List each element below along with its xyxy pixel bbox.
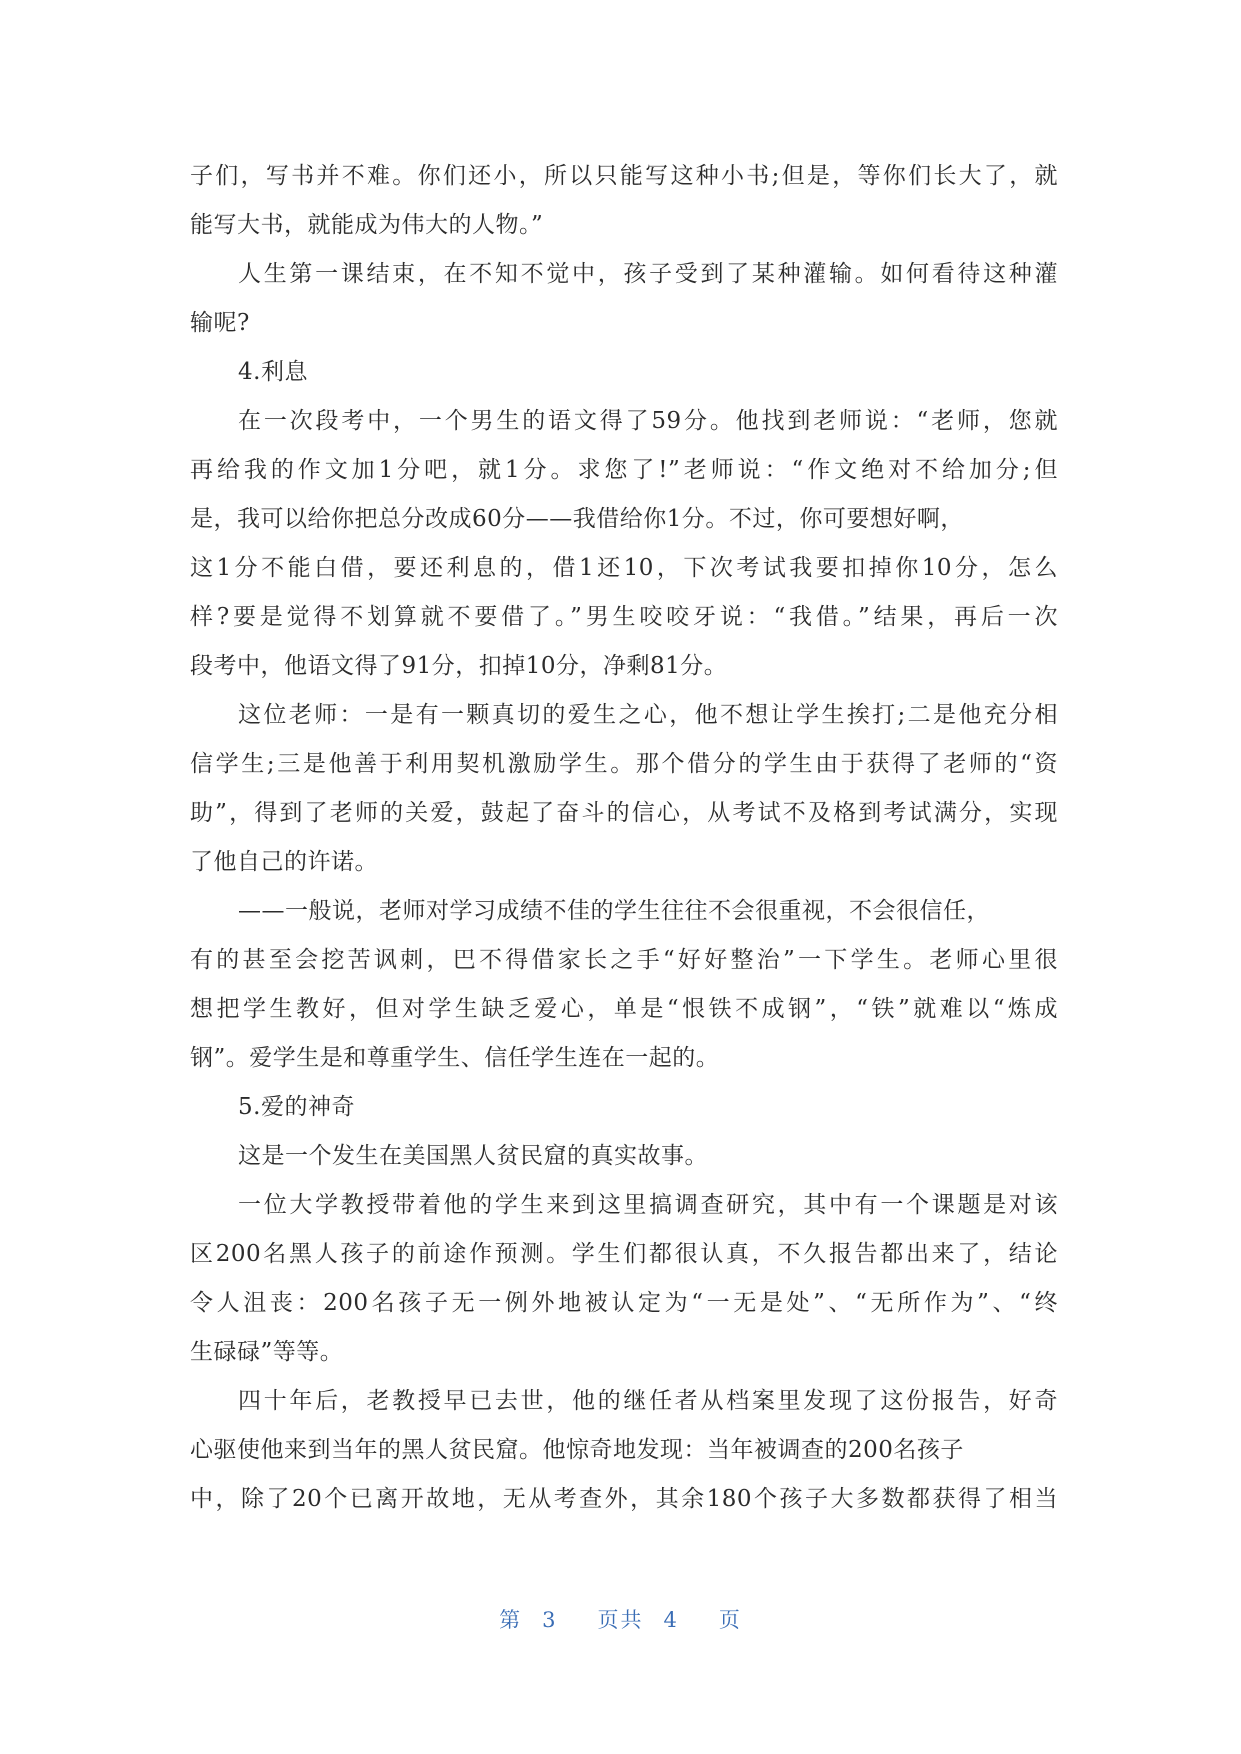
text-line: 4.利息 (238, 359, 308, 385)
text-line: 钢”。爱学生是和尊重学生、信任学生连在一起的。 (190, 1045, 720, 1071)
text-line: 输呢? (190, 310, 250, 336)
text-line: 再给我的作文加1分吧，就1分。求您了!”老师说：“作文绝对不给加分;但 (190, 457, 1058, 483)
document-body (190, 152, 1058, 1524)
page-footer (0, 1604, 1241, 1634)
text-line: 人生第一课结束，在不知不觉中，孩子受到了某种灌输。如何看待这种灌 (238, 261, 1058, 287)
text-line: 助”，得到了老师的关爱，鼓起了奋斗的信心，从考试不及格到考试满分，实现 (190, 800, 1058, 826)
text-line: 生碌碌”等等。 (190, 1339, 344, 1365)
text-line: 5.爱的神奇 (238, 1094, 355, 1120)
text-line: 信学生;三是他善于利用契机激励学生。那个借分的学生由于获得了老师的“资 (190, 751, 1058, 777)
page-mid: 页共 (597, 1608, 644, 1632)
text-line: 这1分不能白借，要还利息的，借1还10，下次考试我要扣掉你10分，怎么 (190, 555, 1058, 581)
text-line: 令人沮丧：200名孩子无一例外地被认定为“一无是处”、“无所作为”、“终 (190, 1290, 1058, 1316)
page-total: 4 (663, 1608, 679, 1632)
text-line: 有的甚至会挖苦讽刺，巴不得借家长之手“好好整治”一下学生。老师心里很 (190, 947, 1058, 973)
text-line: 中，除了20个已离开故地，无从考查外，其余180个孩子大多数都获得了相当 (190, 1486, 1058, 1512)
text-line: 这是一个发生在美国黑人贫民窟的真实故事。 (238, 1143, 708, 1169)
text-line: 了他自己的许诺。 (190, 849, 378, 875)
page-current: 3 (542, 1608, 558, 1632)
page-suffix: 页 (718, 1608, 742, 1632)
text-line: 是，我可以给你把总分改成60分——我借给你1分。不过，你可要想好啊， (190, 506, 964, 532)
page-prefix: 第 (499, 1608, 523, 1632)
text-line: 四十年后，老教授早已去世，他的继任者从档案里发现了这份报告，好奇 (238, 1388, 1058, 1414)
text-line: 这位老师：一是有一颗真切的爱生之心，他不想让学生挨打;二是他充分相 (238, 702, 1058, 728)
text-line: 一位大学教授带着他的学生来到这里搞调查研究，其中有一个课题是对该 (238, 1192, 1058, 1218)
text-line: 能写大书，就能成为伟大的人物。” (190, 212, 544, 238)
text-line: 子们，写书并不难。你们还小，所以只能写这种小书;但是，等你们长大了，就 (190, 163, 1058, 189)
text-line: 样?要是觉得不划算就不要借了。”男生咬咬牙说：“我借。”结果，再后一次 (190, 604, 1058, 630)
text-line: 心驱使他来到当年的黑人贫民窟。他惊奇地发现：当年被调查的200名孩子 (190, 1437, 964, 1463)
text-line: 在一次段考中，一个男生的语文得了59分。他找到老师说：“老师，您就 (238, 408, 1058, 434)
text-line: 段考中，他语文得了91分，扣掉10分，净剩81分。 (190, 653, 728, 679)
text-line: 区200名黑人孩子的前途作预测。学生们都很认真，不久报告都出来了，结论 (190, 1241, 1058, 1267)
text-line: 想把学生教好，但对学生缺乏爱心，单是“恨铁不成钢”，“铁”就难以“炼成 (190, 996, 1058, 1022)
text-line: ——一般说，老师对学习成绩不佳的学生往往不会很重视，不会很信任， (238, 898, 990, 924)
